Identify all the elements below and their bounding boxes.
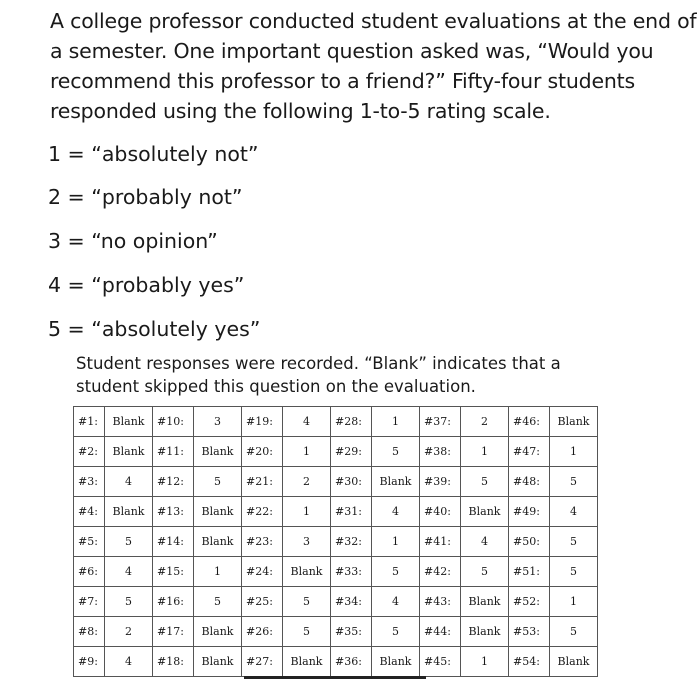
intro-line: responded using the following 1-to-5 rating scale. [50,99,551,123]
student-response: 5 [283,587,331,617]
table-row [74,587,598,617]
student-number: #20: [242,437,283,467]
student-number: #48: [509,467,550,497]
student-response: 4 [461,527,509,557]
student-response: 3 [283,527,331,557]
student-response: 2 [105,617,153,647]
student-number: #38: [420,437,461,467]
student-response: 4 [372,587,420,617]
table-row [74,617,598,647]
student-number: #5: [74,527,105,557]
intro-line: recommend this professor to a friend?” Fifty-four students [50,69,635,93]
table-row [74,527,598,557]
student-response: Blank [194,497,242,527]
student-number: #41: [420,527,461,557]
table-row [74,407,598,437]
student-number: #30: [331,467,372,497]
responses-note [76,352,636,398]
student-response: 1 [372,527,420,557]
scale-item-4: 4 = “probably yes” [48,273,245,297]
student-number: #11: [153,437,194,467]
student-number: #26: [242,617,283,647]
student-number: #37: [420,407,461,437]
student-response: Blank [550,407,598,437]
student-number: #45: [420,647,461,677]
student-number: #29: [331,437,372,467]
student-number: #10: [153,407,194,437]
student-response: Blank [194,527,242,557]
student-number: #7: [74,587,105,617]
student-response: Blank [194,647,242,677]
student-response: 5 [283,617,331,647]
student-number: #1: [74,407,105,437]
student-response: Blank [105,437,153,467]
student-response: Blank [283,647,331,677]
student-number: #39: [420,467,461,497]
student-response: 5 [550,467,598,497]
student-number: #15: [153,557,194,587]
table-row [74,437,598,467]
student-number: #19: [242,407,283,437]
student-number: #24: [242,557,283,587]
student-response: 5 [105,527,153,557]
student-number: #35: [331,617,372,647]
student-response: 5 [194,587,242,617]
student-response: Blank [461,497,509,527]
student-response: Blank [372,467,420,497]
table-row [74,497,598,527]
student-response: 4 [550,497,598,527]
student-response: Blank [372,647,420,677]
student-number: #2: [74,437,105,467]
student-response: 5 [372,617,420,647]
student-number: #32: [331,527,372,557]
student-number: #42: [420,557,461,587]
student-number: #28: [331,407,372,437]
student-number: #34: [331,587,372,617]
student-response: 2 [461,407,509,437]
student-response: 4 [105,557,153,587]
problem-intro [50,6,700,126]
student-response: Blank [194,437,242,467]
student-number: #44: [420,617,461,647]
student-number: #47: [509,437,550,467]
student-response: 3 [194,407,242,437]
student-number: #49: [509,497,550,527]
student-response: 1 [372,407,420,437]
student-number: #23: [242,527,283,557]
table-row [74,467,598,497]
student-response: 1 [550,437,598,467]
intro-line: A college professor conducted student evaluations at the end of [50,9,697,33]
student-number: #13: [153,497,194,527]
student-response: 5 [461,557,509,587]
student-response: Blank [105,497,153,527]
student-number: #31: [331,497,372,527]
student-response: 1 [283,497,331,527]
student-response: 1 [461,647,509,677]
student-response: 5 [372,437,420,467]
student-response: 1 [194,557,242,587]
student-number: #51: [509,557,550,587]
student-response: 5 [461,467,509,497]
student-response: 1 [461,437,509,467]
student-number: #6: [74,557,105,587]
student-number: #43: [420,587,461,617]
student-number: #36: [331,647,372,677]
student-response: Blank [105,407,153,437]
student-number: #8: [74,617,105,647]
student-response: 5 [194,467,242,497]
student-number: #33: [331,557,372,587]
student-number: #3: [74,467,105,497]
table-row [74,647,598,677]
intro-line: a semester. One important question asked was, “Would you [50,39,654,63]
student-number: #21: [242,467,283,497]
student-number: #16: [153,587,194,617]
scale-item-3: 3 = “no opinion” [48,229,218,253]
student-number: #40: [420,497,461,527]
student-response: 4 [372,497,420,527]
student-response: Blank [461,617,509,647]
scale-item-5: 5 = “absolutely yes” [48,317,261,341]
student-number: #4: [74,497,105,527]
student-response: 5 [105,587,153,617]
student-response: Blank [461,587,509,617]
student-response: 1 [550,587,598,617]
student-response: 5 [372,557,420,587]
student-response: 1 [283,437,331,467]
note-line: Student responses were recorded. “Blank” indicates that a [76,354,561,373]
student-response: 5 [550,557,598,587]
student-number: #17: [153,617,194,647]
student-number: #12: [153,467,194,497]
scale-item-1: 1 = “absolutely not” [48,142,259,166]
student-number: #46: [509,407,550,437]
student-response: 4 [105,647,153,677]
student-response: 2 [283,467,331,497]
student-response: 4 [105,467,153,497]
student-number: #9: [74,647,105,677]
student-response: Blank [550,647,598,677]
student-response: 5 [550,527,598,557]
table-row [74,557,598,587]
student-response: 5 [550,617,598,647]
student-number: #14: [153,527,194,557]
student-number: #54: [509,647,550,677]
student-number: #25: [242,587,283,617]
student-number: #52: [509,587,550,617]
student-response: Blank [194,617,242,647]
note-line: student skipped this question on the evaluation. [76,377,476,396]
responses-table [73,406,598,677]
underline-mark [244,676,426,679]
student-response: Blank [283,557,331,587]
student-number: #27: [242,647,283,677]
student-number: #18: [153,647,194,677]
student-number: #50: [509,527,550,557]
student-response: 4 [283,407,331,437]
scale-item-2: 2 = “probably not” [48,185,243,209]
student-number: #22: [242,497,283,527]
student-number: #53: [509,617,550,647]
